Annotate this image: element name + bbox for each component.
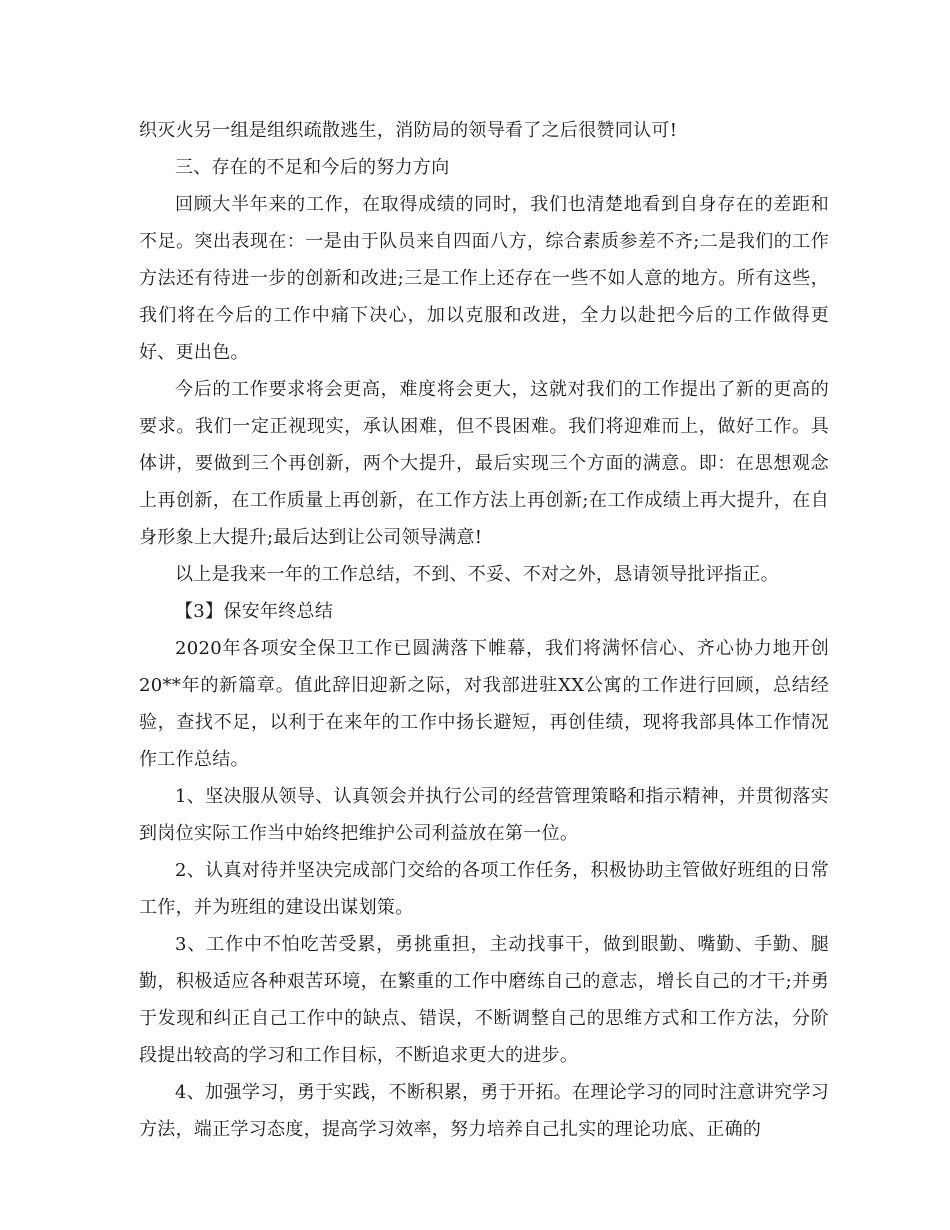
list-item-1: 1、坚决服从领导、认真领会并执行公司的经营管理策略和指示精神，并贯彻落实到岗位实际工作当中始终把维护公司利益放在第一位。 <box>139 786 829 844</box>
section-heading-shortcomings: 三、存在的不足和今后的努力方向 <box>175 157 450 178</box>
list-item-3: 3、工作中不怕吃苦受累，勇挑重担，主动找事干，做到眼勤、嘴勤、手勤、腿勤，积极适应各种艰苦环境，在繁重的工作中磨练自己的意志，增长自己的才干;并勇于发现和纠正自己工作中的缺点、错误，不断调整自己的思维方式和工作方法，分阶段提出较高的学习和工作目标，不断追求更大的进步。 <box>139 934 829 1066</box>
section-heading-security-summary: 【3】保安年终总结 <box>175 601 334 622</box>
list-item-2: 2、认真对待并坚决完成部门交给的各项工作任务，积极协助主管做好班组的日常工作，并为班组的建设出谋划策。 <box>139 860 829 918</box>
paragraph-continuation: 织灭火另一组是组织疏散逃生，消防局的领导看了之后很赞同认可! <box>139 120 678 141</box>
paragraph-closing: 以上是我来一年的工作总结，不到、不妥、不对之外，恳请领导批评指正。 <box>175 564 779 585</box>
document-body <box>139 112 829 1148</box>
paragraph-review: 回顾大半年来的工作，在取得成绩的同时，我们也清楚地看到自身存在的差距和不足。突出表现在：一是由于队员来自四面八方，综合素质参差不齐;二是我们的工作方法还有待进一步的创新和改进;三是工作上还存在一些不如人意的地方。所有这些，我们将在今后的工作中痛下决心，加以克服和改进，全力以赴把今后的工作做得更好、更出色。 <box>139 194 829 363</box>
paragraph-intro-2020: 2020年各项安全保卫工作已圆满落下帷幕，我们将满怀信心、齐心协力地开创20**年的新篇章。值此辞旧迎新之际，对我部进驻XX公寓的工作进行回顾，总结经验，查找不足，以利于在来年的工作中扬长避短，再创佳绩，现将我部具体工作情况作工作总结。 <box>139 638 829 770</box>
list-item-4: 4、加强学习，勇于实践，不断积累，勇于开拓。在理论学习的同时注意讲究学习方法，端正学习态度，提高学习效率，努力培养自己扎实的理论功底、正确的 <box>139 1082 829 1140</box>
paragraph-future-requirements: 今后的工作要求将会更高，难度将会更大，这就对我们的工作提出了新的更高的要求。我们一定正视现实，承认困难，但不畏困难。我们将迎难而上，做好工作。具体讲，要做到三个再创新，两个大提升，最后实现三个方面的满意。即：在思想观念上再创新，在工作质量上再创新，在工作方法上再创新;在工作成绩上再大提升，在自身形象上大提升;最后达到让公司领导满意! <box>139 379 829 548</box>
